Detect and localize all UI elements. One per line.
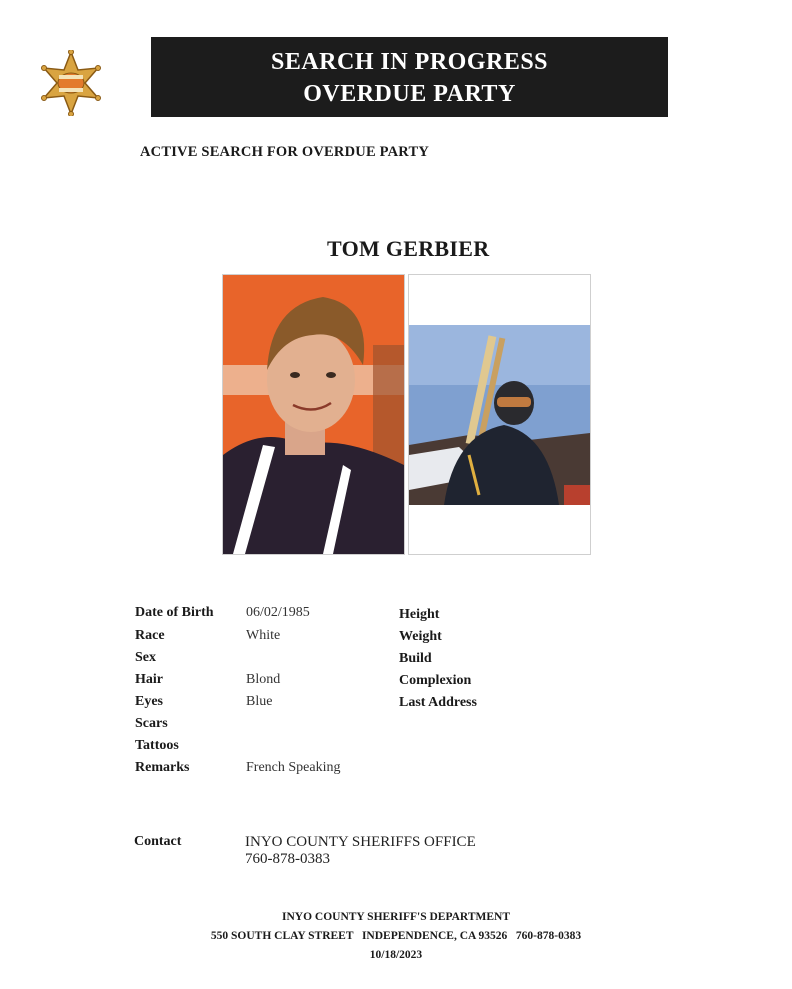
last-address-label: Last Address bbox=[399, 695, 477, 710]
dob-label: Date of Birth bbox=[135, 605, 214, 620]
sex-label: Sex bbox=[135, 650, 156, 665]
banner-title-line1: SEARCH IN PROGRESS bbox=[270, 49, 549, 75]
hair-label: Hair bbox=[135, 672, 163, 687]
weight-label: Weight bbox=[399, 629, 442, 644]
subtitle: ACTIVE SEARCH FOR OVERDUE PARTY bbox=[140, 144, 429, 160]
remarks-label: Remarks bbox=[135, 760, 190, 775]
footer-department: INYO COUNTY SHERIFF'S DEPARTMENT bbox=[281, 911, 511, 923]
tattoos-label: Tattoos bbox=[135, 738, 179, 753]
hair-value: Blond bbox=[246, 672, 281, 687]
contact-phone: 760-878-0383 bbox=[245, 851, 330, 867]
contact-office: INYO COUNTY SHERIFFS OFFICE bbox=[245, 834, 476, 850]
person-name: TOM GERBIER bbox=[327, 236, 490, 261]
banner-title-line2: OVERDUE PARTY bbox=[303, 81, 516, 107]
scars-label: Scars bbox=[135, 716, 168, 731]
remarks-value: French Speaking bbox=[246, 760, 341, 775]
eyes-value: Blue bbox=[246, 694, 273, 709]
complexion-label: Complexion bbox=[399, 673, 472, 688]
contact-info bbox=[245, 834, 476, 868]
sheriff-star-icon bbox=[40, 50, 102, 116]
race-label: Race bbox=[135, 628, 165, 643]
skier-photo bbox=[408, 274, 591, 555]
race-value: White bbox=[246, 628, 281, 643]
height-label: Height bbox=[399, 607, 440, 622]
banner bbox=[151, 37, 668, 117]
footer-address: 550 SOUTH CLAY STREET INDEPENDENCE, CA 93526 760-878-0383 bbox=[210, 930, 582, 942]
dob-value: 06/02/1985 bbox=[246, 605, 310, 620]
portrait-photo bbox=[222, 274, 405, 555]
contact-label: Contact bbox=[134, 834, 182, 849]
build-label: Build bbox=[399, 651, 432, 666]
eyes-label: Eyes bbox=[135, 694, 163, 709]
footer-date: 10/18/2023 bbox=[369, 949, 423, 961]
